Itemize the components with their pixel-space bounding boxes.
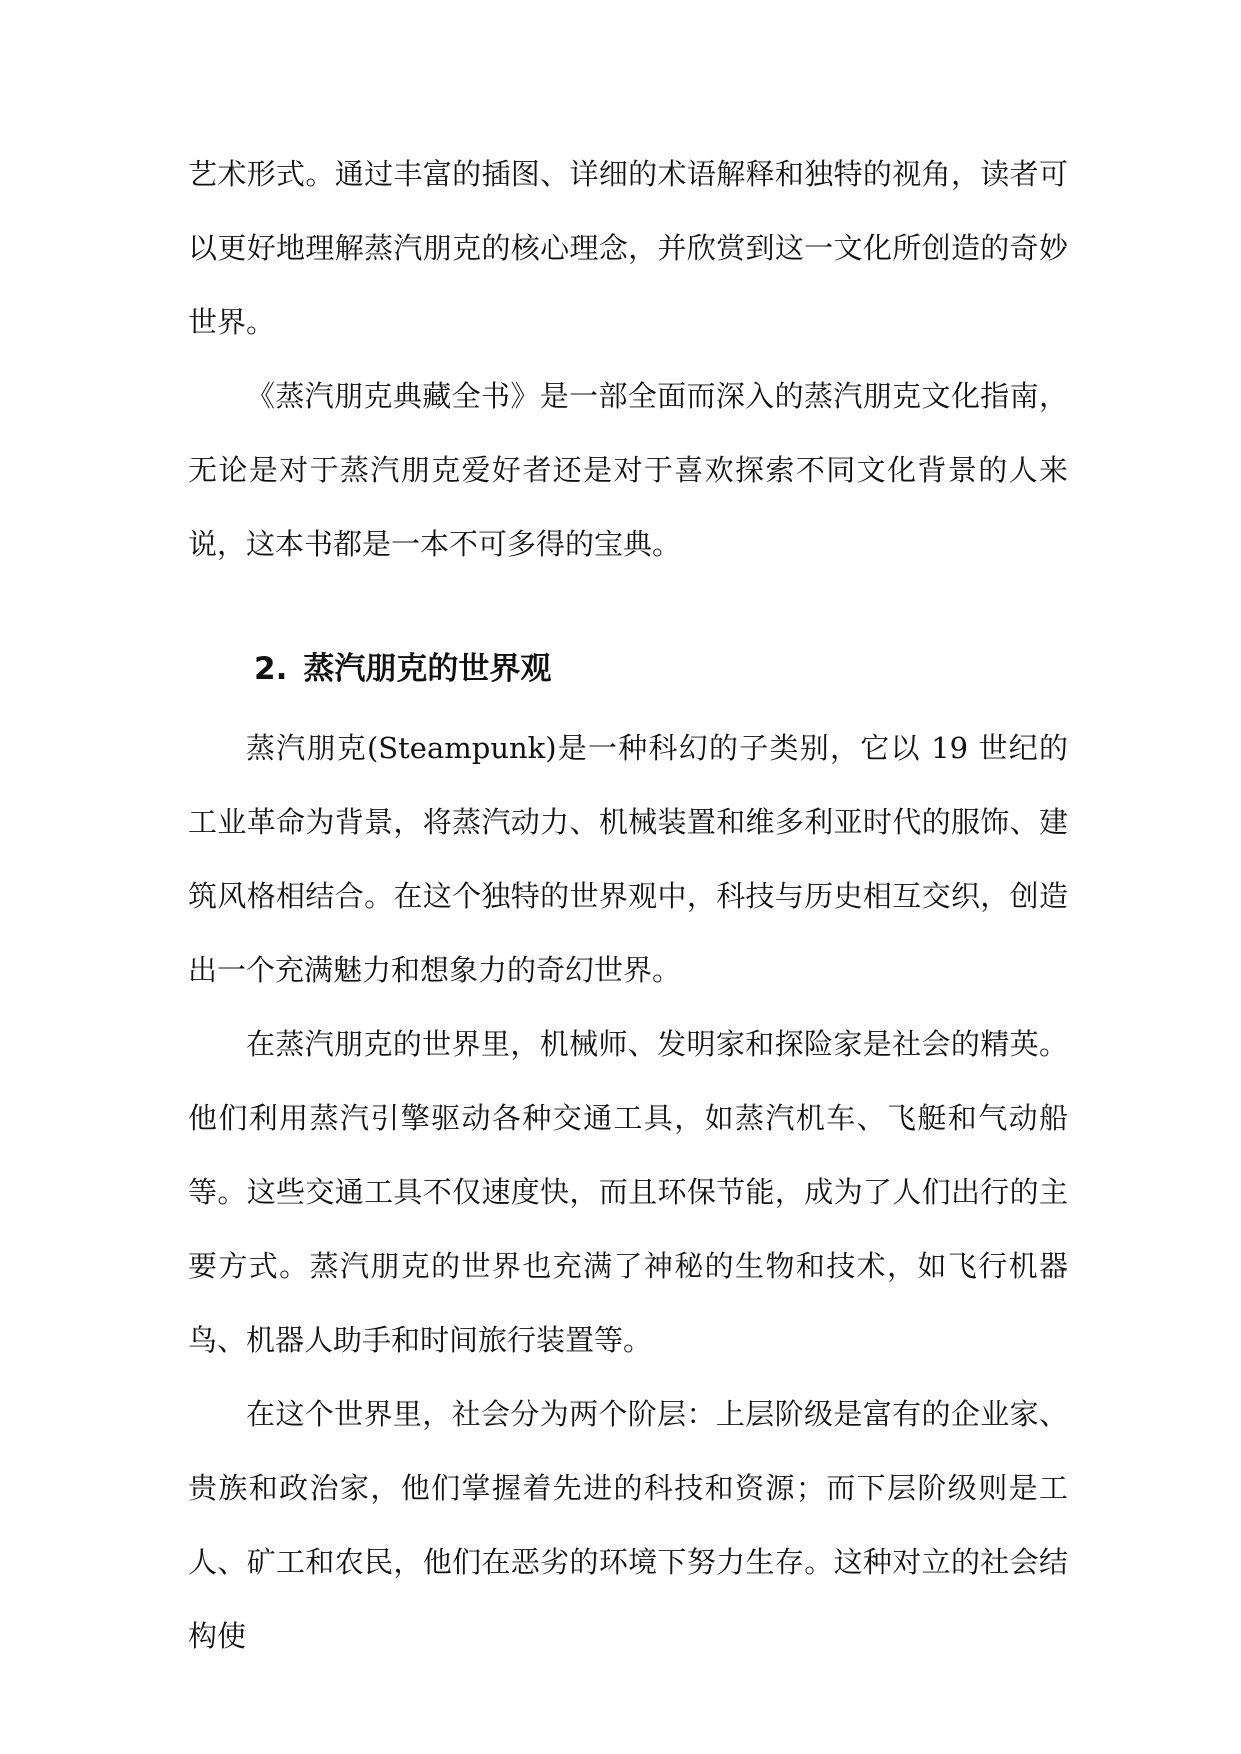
body-paragraph: 《蒸汽朋克典藏全书》是一部全面而深入的蒸汽朋克文化指南，无论是对于蒸汽朋克爱好者还是对于喜欢探索不同文化背景的人来说，这本书都是一本不可多得的宝典。 bbox=[188, 379, 1068, 561]
document-body bbox=[188, 137, 1068, 1673]
body-paragraph: 在这个世界里，社会分为两个阶层：上层阶级是富有的企业家、贵族和政治家，他们掌握着先进的科技和资源；而下层阶级则是工人、矿工和农民，他们在恶劣的环境下努力生存。这种对立的社会结构使 bbox=[188, 1397, 1068, 1653]
body-paragraph: 在蒸汽朋克的世界里，机械师、发明家和探险家是社会的精英。他们利用蒸汽引擎驱动各种交通工具，如蒸汽机车、飞艇和气动船等。这些交通工具不仅速度快，而且环保节能，成为了人们出行的主要方式。蒸汽朋克的世界也充满了神秘的生物和技术，如飞行机器鸟、机器人助手和时间旅行装置等。 bbox=[188, 1027, 1068, 1357]
section-title: 蒸汽朋克的世界观 bbox=[303, 651, 552, 687]
body-paragraph: 蒸汽朋克(Steampunk)是一种科幻的子类别，它以 19 世纪的工业革命为背景，将蒸汽动力、机械装置和维多利亚时代的服饰、建筑风格相结合。在这个独特的世界观中，科技与历史相互交织，创造出一个充满魅力和想象力的奇幻世界。 bbox=[188, 731, 1068, 987]
section-heading bbox=[188, 632, 1068, 706]
body-paragraph: 艺术形式。通过丰富的插图、详细的术语解释和独特的视角，读者可以更好地理解蒸汽朋克的核心理念，并欣赏到这一文化所创造的奇妙世界。 bbox=[188, 157, 1068, 339]
section-number: 2. bbox=[254, 651, 288, 687]
